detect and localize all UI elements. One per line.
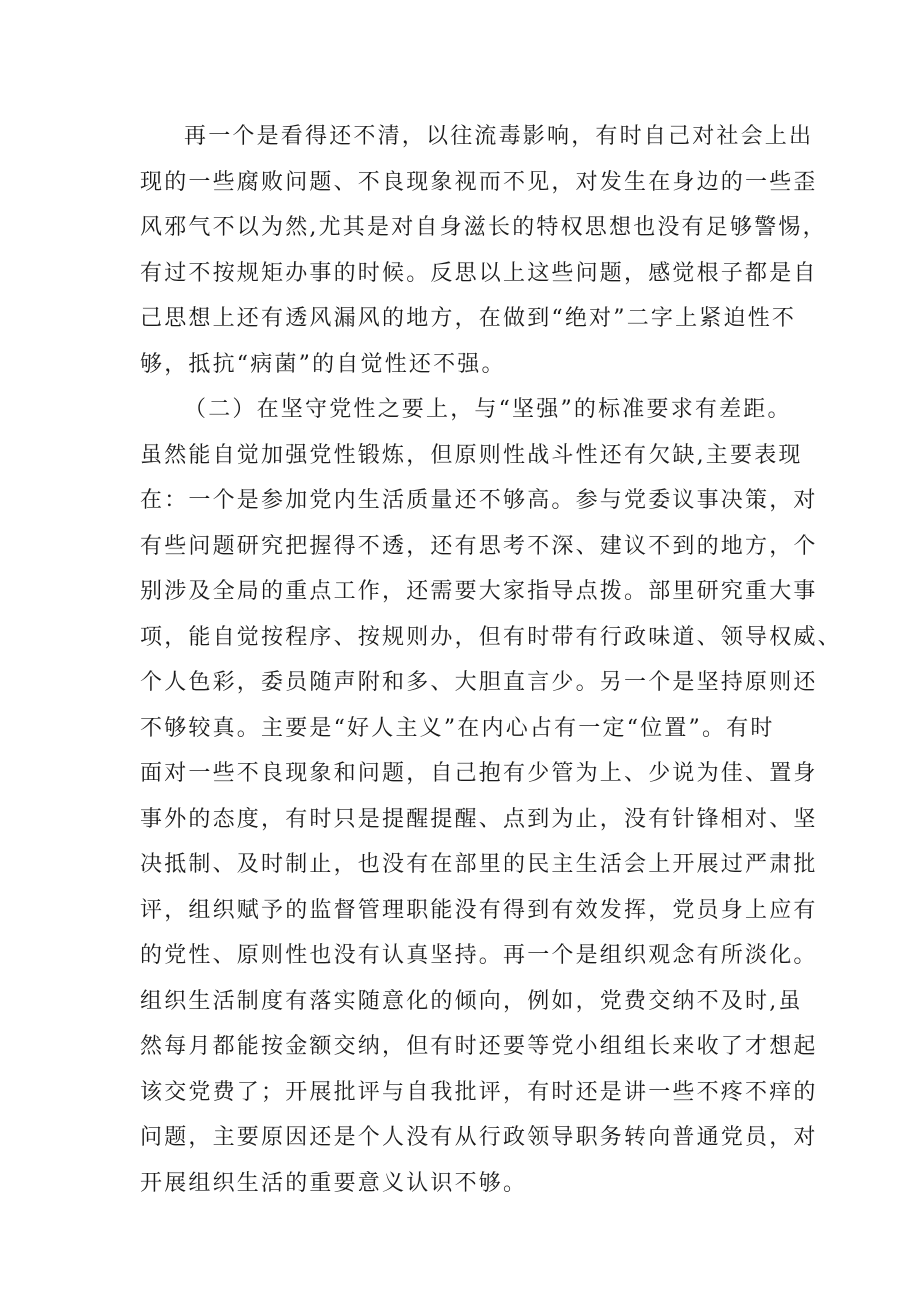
text-line: 的党性、原则性也没有认真坚持。再一个是组织观念有所淡化。	[140, 943, 818, 968]
text-line: 项，能自觉按程序、按规则办，但有时带有行政味道、领导权威、	[140, 624, 842, 650]
text-line: 决抵制、及时制止，也没有在部里的民主生活会上开展过严肃批	[140, 852, 818, 877]
text-line: 然每月都能按金额交纳，但有时还要等党小组组长来收了才想起	[140, 1034, 818, 1059]
paragraph	[140, 387, 842, 1206]
text-line: 事外的态度，有时只是提醒提醒、点到为止，没有针锋相对、坚	[140, 806, 818, 832]
paragraph	[140, 114, 827, 387]
text-line: 有过不按规矩办事的时候。反思以上这些问题，感觉根子都是自	[140, 260, 818, 286]
text-line: 面对一些不良现象和问题，自己抱有少管为上、少说为佳、置身	[140, 761, 818, 786]
text-line: 组织生活制度有落实随意化的倾向，例如，党费交纳不及时,虽	[140, 988, 803, 1014]
text-line: 别涉及全局的重点工作，还需要大家指导点拨。部里研究重大事	[140, 579, 818, 604]
text-line: 现的一些腐败问题、不良现象视而不见，对发生在身边的一些歪	[140, 169, 818, 195]
text-line: 评，组织赋予的监督管理职能没有得到有效发挥，党员身上应有	[140, 897, 818, 923]
text-line: 虽然能自觉加强党性锻炼，但原则性战斗性还有欠缺,主要表现	[140, 442, 803, 468]
text-line: 有些问题研究把握得不透，还有思考不深、建议不到的地方，个	[140, 533, 818, 559]
section-heading-line: （二）在坚守党性之要上，与“坚强”的标准要求有差距。	[184, 397, 792, 422]
text-line: 再一个是看得还不清，以往流毒影响，有时自己对社会上出	[184, 124, 814, 149]
text-line: 己思想上还有透风漏风的地方，在做到“绝对”二字上紧迫性不	[140, 306, 797, 331]
text-line: 开展组织生活的重要意义认识不够。	[140, 1170, 528, 1196]
text-line: 不够较真。主要是“好人主义”在内心占有一定“位置”。有时	[140, 715, 775, 741]
text-line: 风邪气不以为然,尤其是对自身滋长的特权思想也没有足够警惕，	[140, 215, 827, 240]
text-line: 该交党费了；开展批评与自我批评，有时还是讲一些不疼不痒的	[140, 1079, 818, 1105]
body-text	[140, 114, 842, 1206]
text-line: 问题，主要原因还是个人没有从行政领导职务转向普通党员，对	[140, 1125, 818, 1150]
text-line: 在：一个是参加党内生活质量还不够高。参与党委议事决策，对	[140, 488, 818, 513]
text-line: 够，抵抗“病菌”的自觉性还不强。	[140, 351, 506, 377]
text-line: 个人色彩，委员随声附和多、大胆直言少。另一个是坚持原则还	[140, 670, 818, 695]
